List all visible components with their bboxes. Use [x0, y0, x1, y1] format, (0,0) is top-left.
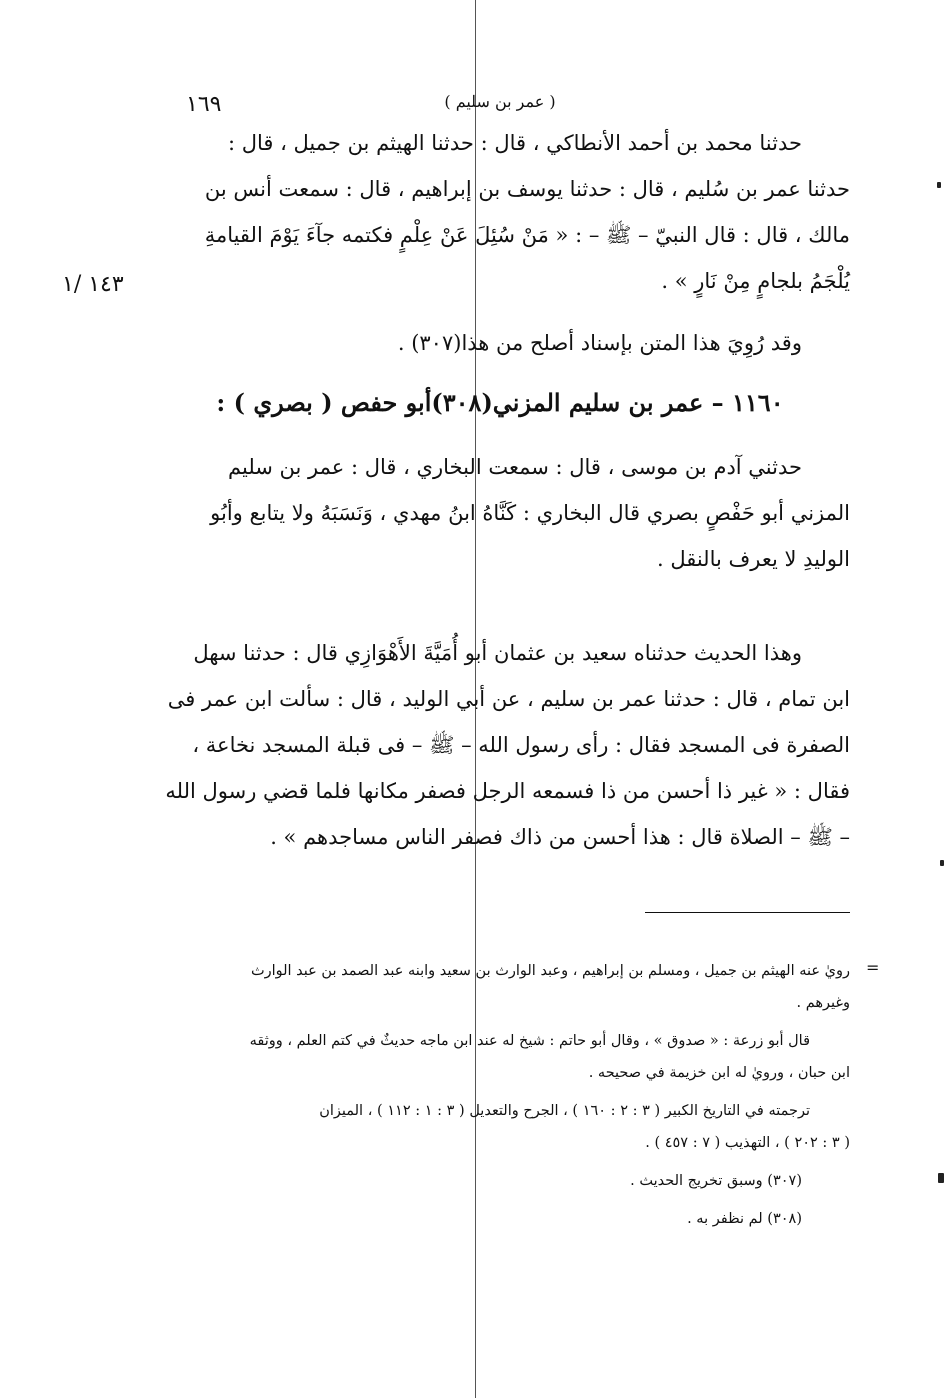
- text-line: الوليدِ لا يعرف بالنقل .: [656, 547, 850, 571]
- text-line: ابن تمام ، قال : حدثنا عمر بن سليم ، عن أبي الوليد ، قال : سألت ابن عمر فى: [167, 687, 850, 711]
- margin-reference: ١٤٣ /١: [62, 272, 124, 297]
- text-line: مالك ، قال : قال النبيّ – ﷺ – : « مَنْ سُئِلَ عَنْ عِلْمٍ فكتمه جآءَ يَوْمَ القيامةِ: [204, 223, 850, 247]
- footnote-line: (٣٠٧) وسبق تخريج الحديث .: [630, 1173, 802, 1189]
- footnote-narrators: [150, 955, 850, 1019]
- text-line: حدثني آدم بن موسى ، قال : سمعت البخاري ، قال : عمر بن سليم: [228, 455, 802, 479]
- footnote-line: رويٰ عنه الهيثم بن جميل ، ومسلم بن إبراهيم ، وعبد الوارث بن سعيد وابنه عبد الصمد بن عبد الوارث: [250, 963, 850, 979]
- footnote-308: [150, 1203, 850, 1235]
- scan-speck: [940, 860, 944, 866]
- text-line: حدثنا محمد بن أحمد الأنطاكي ، قال : حدثنا الهيثم بن جميل ، قال :: [227, 131, 802, 155]
- footnotes: [150, 955, 850, 1241]
- text-line: يُلْجَمُ بلجامٍ مِنْ نَارٍ » .: [661, 269, 850, 293]
- footnote-307: [150, 1165, 850, 1197]
- text-line: وقد رُوِيَ هذا المتن بإسناد أصلح من هذا(٣٠٧) .: [397, 331, 802, 355]
- text-line: وهذا الحديث حدثناه سعيد بن عثمان أبو أُمَيَّةَ الأَهْوَازِي قال : حدثنا سهل: [193, 641, 802, 665]
- footnote-line: ابن حبان ، ورويٰ له ابن خزيمة في صحيحه .: [588, 1065, 850, 1081]
- footnote-line: وغيرهم .: [796, 995, 850, 1011]
- footnote-separator: [645, 912, 850, 913]
- footnote-line: (٣٠٨) لم نظفر به .: [687, 1211, 802, 1227]
- text-line: حدثنا عمر بن سُليم ، قال : حدثنا يوسف بن إبراهيم ، قال : سمعت أنس بن: [204, 177, 850, 201]
- text-line: الصفرة فى المسجد فقال : رأى رسول الله – ﷺ – فى قبلة المسجد نخاعة ،: [192, 733, 850, 757]
- paragraph-hadith-isnad: [150, 120, 850, 304]
- footnote-continuation-mark: =: [866, 958, 880, 977]
- running-header-title: ( عمر بن سليم ): [444, 92, 556, 111]
- footnote-biography-sources: [150, 1095, 850, 1159]
- entry-heading: ١١٦٠ – عمر بن سليم المزني(٣٠٨)أبو حفص ( بصري ) :: [216, 388, 784, 417]
- page-number: ١٦٩: [186, 92, 222, 117]
- footnote-grading: [150, 1025, 850, 1089]
- text-line: فقال : « غير ذا أحسن من ذا فسمعه الرجل فصفر مكانها فلما قضي رسول الله: [165, 779, 850, 803]
- footnote-line: قال أبو زرعة : « صدوق » ، وقال أبو حاتم : شيخ له عند ابن ماجه حديثٌ في كتم العلم ، ووثقه: [249, 1033, 810, 1049]
- paragraph-mosque-hadith: [150, 630, 850, 860]
- scan-speck: [938, 1173, 944, 1183]
- text-line: المزني أبو حَفْصٍ بصري قال البخاري : كَنَّاهُ ابنُ مهدي ، وَنَسَبَهُ ولا يتابع وأبُو: [210, 501, 850, 525]
- footnote-line: ترجمته في التاريخ الكبير ( ٣ : ٢ : ١٦٠ ) ، الجرح والتعديل ( ٣ : ١ : ١١٢ ) ، الميزان: [319, 1103, 810, 1119]
- text-line: – ﷺ – الصلاة قال : هذا أحسن من ذاك فصفر الناس مساجدهم » .: [270, 825, 850, 849]
- footnote-line: ( ٣ : ٢٠٢ ) ، التهذيب ( ٧ : ٤٥٧ ) .: [645, 1135, 850, 1151]
- scan-speck: [937, 182, 941, 188]
- paragraph-bukhari-statement: [150, 444, 850, 582]
- paragraph-note-on-matn: [150, 320, 850, 366]
